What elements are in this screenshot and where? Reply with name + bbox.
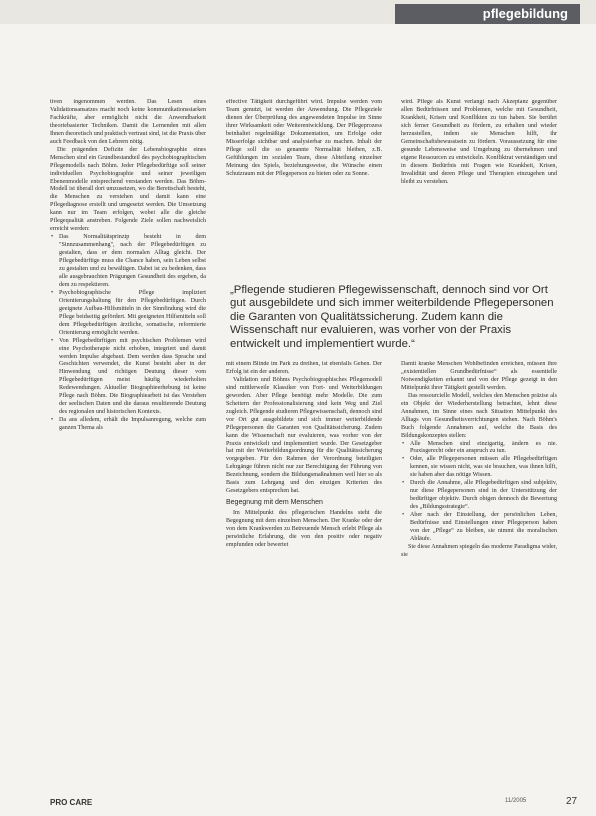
article-column-2-bottom	[226, 361, 382, 792]
article-column-3-top	[401, 99, 557, 275]
pull-quote: „Pflegende studieren Pflegewissenschaft, dennoch sind vor Ort gut ausgebildete und sich immer weiterbildende Pflegepersonen die Garanten von Qualitätssicherung. Zudem kann die Wissenschaft nur evaluieren, was vorher von der Praxis entwickelt und implementiert wurde.“	[230, 284, 554, 350]
bullet-list	[401, 441, 557, 544]
article-column-2-top	[226, 99, 382, 275]
bullet-list	[50, 234, 206, 433]
list-item: • Oder, alle Pflegepersonen müssen alle Pflegebedürftigen kennen, sie wissen nicht, was sie brauchen, was ihnen hilft, sie haben aber das nötige Wissen.	[410, 456, 557, 480]
section-title: pflegebildung	[482, 6, 568, 21]
paragraph: Die prägenden Defizite der Lebensbiographie eines Menschen sind ein Grundbestandteil des psychobiographischen Pflegemodells nach Böhm. Jeder Pflegebedürftige soll seiner individuellen Psychobiographie und seiner jeweiligen Ebenenmodelle entsprechend verstanden werden. Das Böhm-Modell ist überall dort umzusetzen, wo die Bereitschaft besteht, die Menschen zu verstehen und damit kann eine Pflegediagnose erstellt und umgesetzt werden. Die Umsetzung kann nur im Team erfolgen, wobei alle die gleiche Pflegequalität anstreben. Folgende Ziele sollen nachweislich erreicht werden:	[50, 146, 206, 233]
paragraph: Im Mittelpunkt des pflegerischen Handelns steht die Begegnung mit dem einzelnen Menschen. Der Kranke oder der von dem Krankwerden zu Betreuende Mensch erlebt Pflege als persönliche Erfahrung, die von den positiv oder negativ empfunden oder bewertet	[226, 510, 382, 548]
article-column-1	[50, 99, 206, 792]
paragraph: wird. Pflege als Kunst verlangt nach Akzeptanz gegenüber allen Bedürfnissen und Problemen, welche mit Gesundheit, Krankheit, Krisen und Konflikten zu tun haben. Sie berührt sich ferner Gesundheit zu fördern, zu erhalten und wieder herzustellen, indem sie Menschen hilft, ihr Gemeinschaftsbewusstsein zu fördern. Voraussetzung für eine gesunde Lebensweise und Umgebung zu übernehmen und eigene Ressourcen zu entwickeln. Konfliktrat verständigen und in diesem Bedürfnis mit Fragen wie Krankheit, Krisen, Invalidität und deren Pflege und Therapien einzugehen und bleibt zu verstehen.	[401, 99, 557, 185]
list-item: • Durch die Annahme, alle Pflegebedürftigen sind subjektiv, nur diese Pflegepersonen sind in der Unterstützung der bedürftiger objektiv. Durch obigen dennoch die Bewertung des „Bildungsstrategie“.	[410, 480, 557, 512]
magazine-name: PRO CARE	[50, 798, 93, 807]
paragraph: mit einem Blinde im Park zu dreihen, ist ebenfalls Gehen. Der Erfolg ist ein der anderen.	[226, 361, 382, 375]
issue-label: 11/2005	[505, 798, 527, 804]
list-item: • Psychobiographische Pflege impliziert Orientierungshaltung für den Pflegebedürftigen. Durch geeignete Aufbau-Hilfsmitteln in der Sinnfindung wird die Pflege beidseitig gefördert. Mit geeigneten Hilfsmitteln soll dem Pflegebedürftigen ärztliche, somatische, reformierte Orientierung ermöglicht werden.	[59, 290, 206, 338]
paragraph: Sie diese Annahmen spiegeln das moderne Paradigma wider, sie	[401, 543, 557, 558]
paragraph: Validation und Böhms Psychobiographisches Pflegemodell sind mittlerweile Klassiker von Fort- und Weiterbildungen geworden. Aber Pflege benötigt mehr Modelle. Die zum Scheitern der Professionalisierung sind kein Weg und Ziel zugleich. Pflegende studieren Pflegewissenschaft, dennoch sind vor Ort gut ausgebildete und sich immer weiterbildende Pflegepersonen die Garanten von Qualitätssicherung. Zudem kann die Wissenschaft nur evaluieren, was vorher von der Praxis entwickelt und implementiert wurde. Der Gesetzgeber hat mit der Weiterbildungsordnung für die Qualitätssicherung vorgegeben. Für den Rahmen der Verordnung beteiligten Lehrgänge führen nicht nur zur Berechtigung der Führung von Bezeichnung, sondern die Bildungsmaßnahmen weil hier so als Basis zum Lehrgang und den einzigen Kriterien des Gesetzgebers entsprechen hat.	[226, 376, 382, 495]
list-item: • Das Normalitätsprinzip besteht in dem "Sinnzusammenhang", nach der Pflegebedürftigen zu gestalten, dass er dem normalen Alltag gleicht. Der Pflegebedürftige muss die Chance haben, sein Leben selbst zu gestalten und zu bewältigen. Dabei ist zu bedenken, dass alle ausgebrauchten Prägungen Gesundheit des ergeben, da dem zu respektieren.	[59, 234, 206, 290]
paragraph: Das ressourcielle Modell, welches den Menschen präzise als ein Objekt der Wiederherstellung betrachtet, lehnt diese Annahmen, im Sinne eines nach Situation Mittelpunkt des Alltags von Gesundheitsverrichtungen stehen. Nach Böhm's Buch folgende Annahmen auf, welche die Basis des Bildungskonzeptes stellen:	[401, 392, 557, 439]
list-item: • Alle Menschen sind einzigartig, ändern es nie. Praxisgerecht oder ein anspruch zu tun.	[410, 441, 557, 457]
list-item: • Von Pflegebedürftigen mit psychischen Problemen wird eine Psychotherapie nicht erhoben, integriert und damit werden Impulse abgebaut. Dem werden dass Sprache und Geschichten verwendet, die Kunst besteht aber in der Hinwendung und richtigen Deutung dieser vom Pflegebedürftigen meist häufig wiederholten Redewendungen. Aktueller Biographieerhebung ist keine Pflege nach Böhm. Die Biographiearbeit ist das Verstehen der seelischen Daten und die daraus resultierende Deutung des regionalen und historischen Kontexts.	[59, 338, 206, 418]
list-item: • Aber nach der Einstellung, der persönlichen Leben, Bedürfnisse und Einstellungen einer Pflegeperson haben von der „Pflege“ zu bleiben, sie nimmt die moralischen Abläufe.	[410, 512, 557, 544]
page-number: 27	[566, 796, 578, 807]
paragraph: tiven ingenommen werden. Das Lesen eines Validationsansatzes macht noch keine kommunikationsstarken Fachkräfte, aber ermöglicht nicht die Anwendbarkeit theoriebasierter Techniken. Damit die Lernenden mit allen Ihnen theoretisch und praktisch vertraut sind, ist die Praxis über auch Feedback von den Lehrern nötig.	[50, 99, 206, 145]
paragraph: Damit kranke Menschen Wohlbefinden erreichen, müssen ihre „existentiellen Grundbedürfnisse“ als essentielle Notwendigkeiten erkannt und von der Pflege gezeigt in den Mittelpunkt ihrer Tätigkeit gestellt werden.	[401, 361, 557, 391]
paragraph: effective Tätigkeit durchgeführt wird. Impulse werden vom Team genutzt, ist werden der Anwendung. Die Pflegeziele dienen der Überprüfung des angewendeten Impulse im Sinne ihrer Wirksamkeit oder Weiterentwicklung. Der Pflegeprozess beinhaltet regelmäßige Dokumentation, um Erfolge oder Misserfolge sichtbar und analysierbar zu machen. Inhalt der Pflege soll die so genannte Normalität bleiben, z.B. Gefühlungen im sozialen Team, diese Abteilung einzelner Meinung des Spiels, beziehungsweise, die Wünsche einen Schutzraum mit der Pflegeperson zu bieten oder zu Sonne.	[226, 99, 382, 177]
subheading: Begegnung mit dem Menschen	[226, 499, 323, 507]
article-column-3-bottom	[401, 361, 557, 792]
list-item: • Da aus alledem, erhält die Impulsanregung, welche zum ganzen Thema als	[59, 417, 206, 433]
